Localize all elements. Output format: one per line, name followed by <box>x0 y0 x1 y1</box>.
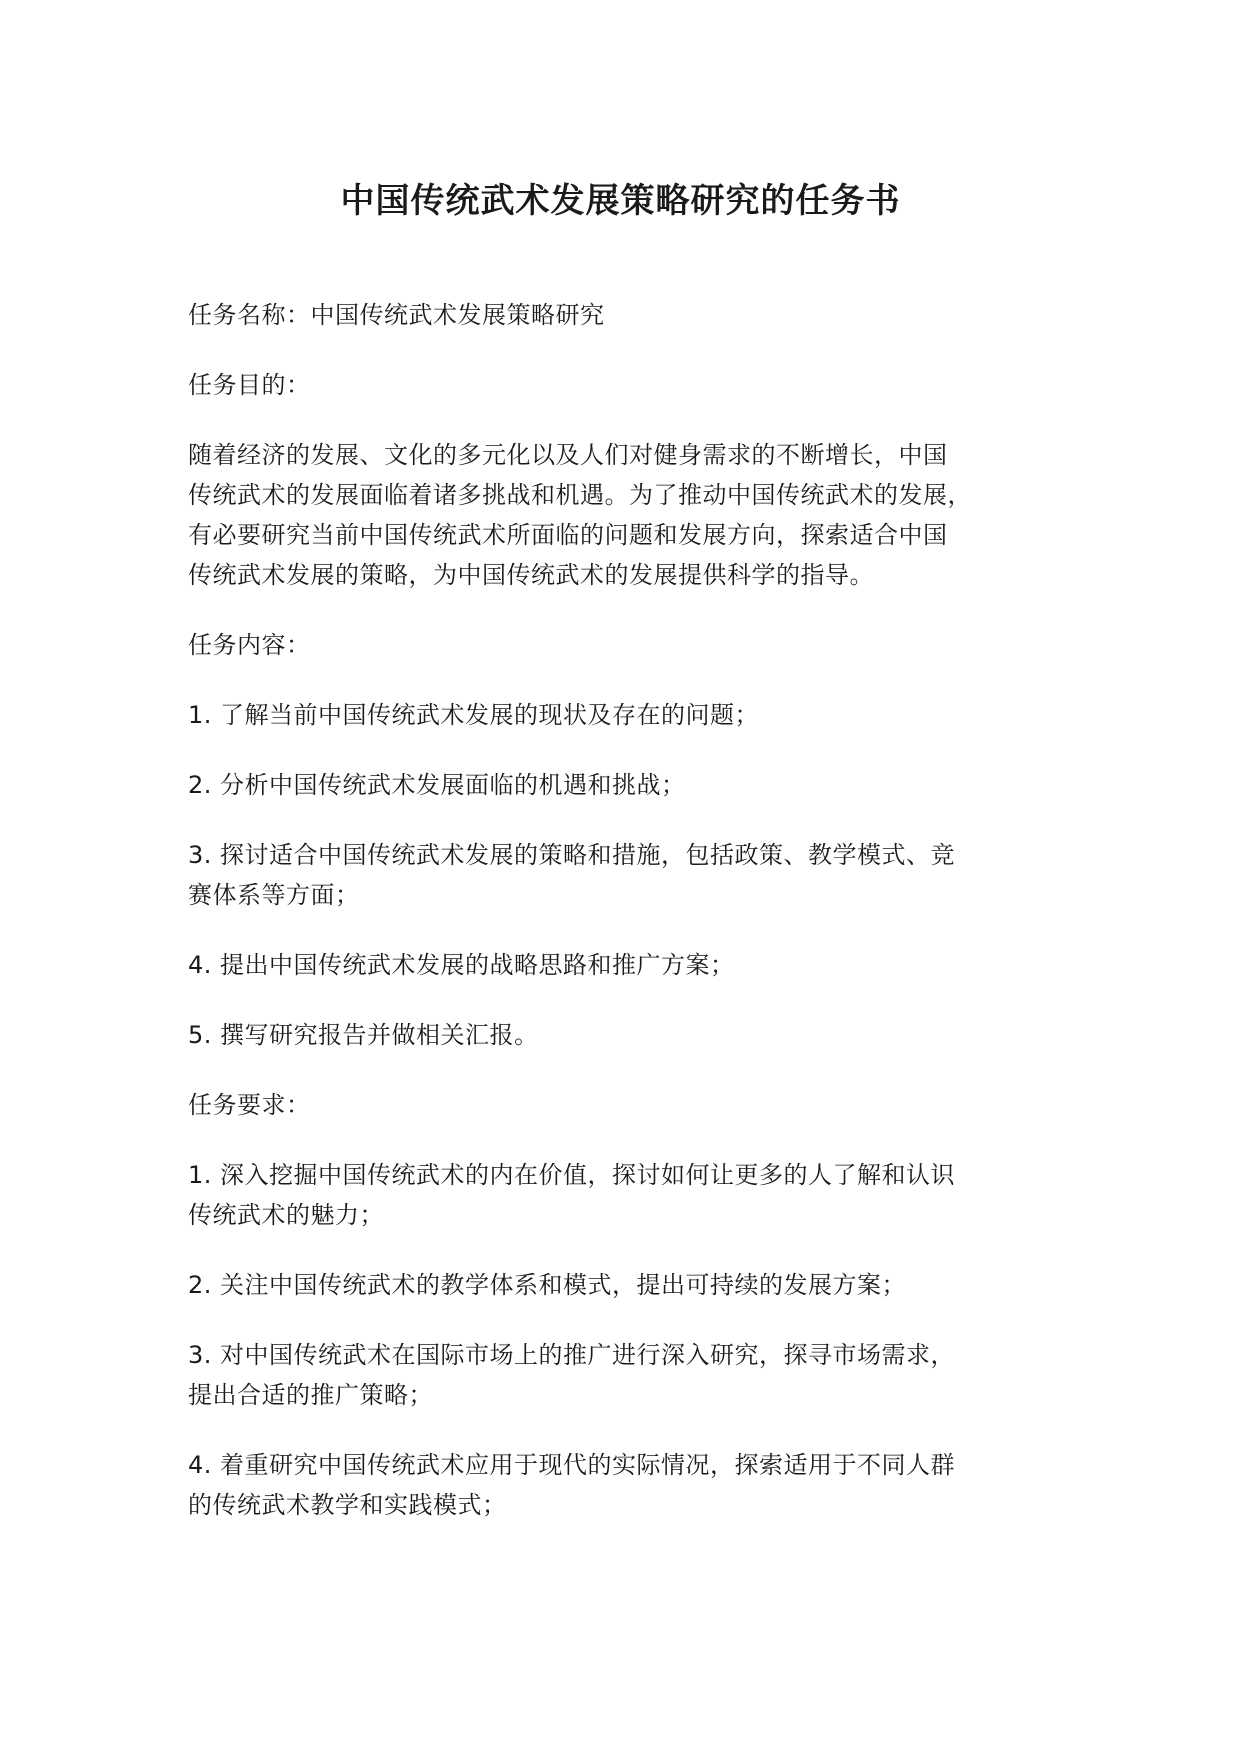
paragraph <box>188 835 1088 915</box>
paragraph <box>188 945 1088 985</box>
paragraph <box>188 695 1088 735</box>
text-line: 1. 深入挖掘中国传统武术的内在价值，探讨如何让更多的人了解和认识 <box>188 1161 956 1189</box>
paragraph <box>188 765 1088 805</box>
paragraph <box>188 1155 1088 1235</box>
paragraph <box>188 365 1088 405</box>
text-line: 1. 了解当前中国传统武术发展的现状及存在的问题； <box>188 701 760 729</box>
text-line: 5. 撰写研究报告并做相关汇报。 <box>188 1021 539 1049</box>
text-line: 传统武术的发展面临着诸多挑战和机遇。为了推动中国传统武术的发展， <box>188 481 972 509</box>
text-line: 任务要求： <box>188 1091 311 1119</box>
paragraph <box>188 1335 1088 1415</box>
text-line: 3. 探讨适合中国传统武术发展的策略和措施，包括政策、教学模式、竞 <box>188 841 956 869</box>
text-line: 4. 着重研究中国传统武术应用于现代的实际情况，探索适用于不同人群 <box>188 1451 956 1479</box>
paragraph <box>188 625 1088 665</box>
paragraph <box>188 295 1088 335</box>
text-line: 提出合适的推广策略； <box>188 1381 433 1409</box>
paragraph <box>188 1015 1088 1055</box>
text-line: 赛体系等方面； <box>188 881 360 909</box>
text-line: 2. 分析中国传统武术发展面临的机遇和挑战； <box>188 771 686 799</box>
text-line: 传统武术的魅力； <box>188 1201 384 1229</box>
paragraph <box>188 1085 1088 1125</box>
document-title: 中国传统武术发展策略研究的任务书 <box>340 181 901 221</box>
text-line: 随着经济的发展、文化的多元化以及人们对健身需求的不断增长，中国 <box>188 441 948 469</box>
text-line: 传统武术发展的策略，为中国传统武术的发展提供科学的指导。 <box>188 561 874 589</box>
text-line: 2. 关注中国传统武术的教学体系和模式，提出可持续的发展方案； <box>188 1271 907 1299</box>
text-line: 的传统武术教学和实践模式； <box>188 1491 507 1519</box>
text-line: 任务名称：中国传统武术发展策略研究 <box>188 301 605 329</box>
text-line: 3. 对中国传统武术在国际市场上的推广进行深入研究，探寻市场需求， <box>188 1341 956 1369</box>
text-line: 有必要研究当前中国传统武术所面临的问题和发展方向，探索适合中国 <box>188 521 948 549</box>
paragraph <box>188 1445 1088 1525</box>
paragraph <box>188 435 1088 595</box>
text-line: 4. 提出中国传统武术发展的战略思路和推广方案； <box>188 951 735 979</box>
text-line: 任务内容： <box>188 631 311 659</box>
text-line: 任务目的： <box>188 371 311 399</box>
paragraph <box>188 1265 1088 1305</box>
document-body <box>188 295 1088 1555</box>
